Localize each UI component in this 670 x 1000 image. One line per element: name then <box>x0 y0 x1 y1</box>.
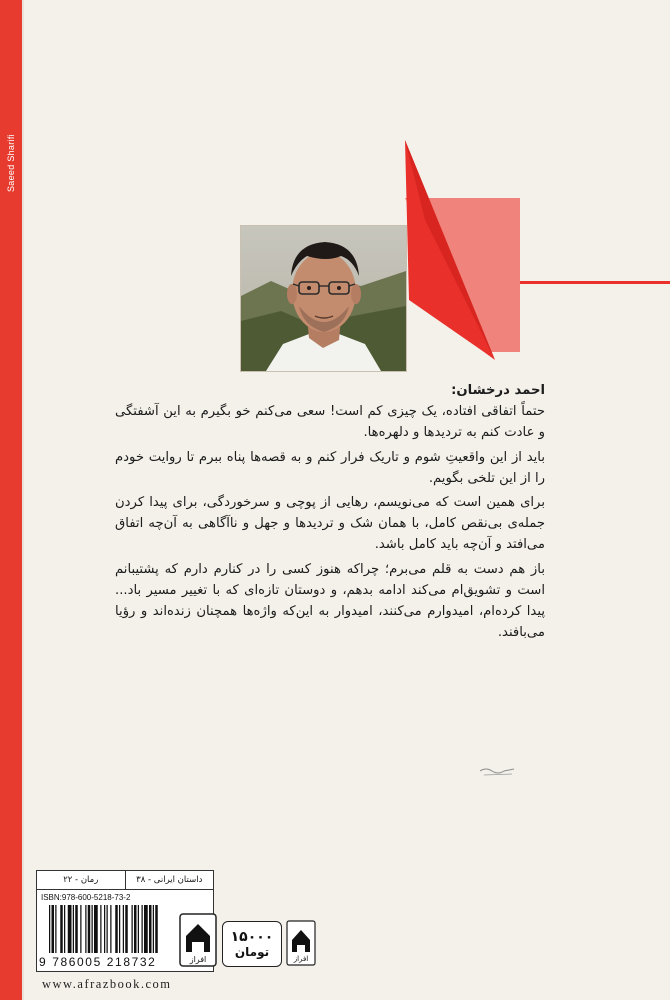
publisher-website: www.afrazbook.com <box>42 977 172 991</box>
barcode-bar <box>68 905 72 953</box>
barcode-bar <box>88 905 91 953</box>
statement-paragraph: حتماً اتفاقی افتاده، یک چیزی کم است! سعی می‌کنم خو بگیرم به این آشفتگی و عادت کنم به تردیدها و دلهره‌ها. <box>115 404 545 441</box>
statement-paragraph: باز هم دست به قلم می‌برم؛ چراکه هنوز کسی را در کنارم دارم که پشتیبانم است و تشویق‌ام می‌کند ادامه بدهم، و دوستان تازه‌ای که با تغییر مسیر باد... پیدا کرده‌ام، امیدوارم می‌کنند، امیدوار به این‌که واژه‌ها همچنان زنده‌اند و رؤیا می‌بافند. <box>115 561 545 641</box>
barcode-bar <box>155 905 158 953</box>
series-label-story: داستان ایرانی - ۳۸ <box>136 875 203 885</box>
barcode-bar <box>49 905 50 953</box>
handwritten-mark <box>478 764 518 778</box>
barcode-bar <box>75 905 78 953</box>
barcode-bar <box>125 905 128 953</box>
barcode-bar <box>104 905 105 953</box>
barcode-bar <box>132 905 133 953</box>
barcode-bar <box>60 905 63 953</box>
barcode-number: 9 786005 218732 <box>39 955 157 969</box>
barcode-bar <box>107 905 108 953</box>
barcode-bar <box>134 905 137 953</box>
barcode-bar <box>55 905 56 953</box>
barcode-bar <box>80 905 81 953</box>
statement-paragraph: برای همین است که می‌نویسم، رهایی از پوچی و سرخوردگی، برای پیدا کردن جمله‌ی بی‌نقص کامل، با همان شک و تردیدها و جهل و ناآگاهی به آن‌چه اتفاق می‌افتد و آن‌چه باید کامل باشد. <box>115 495 545 553</box>
publisher-logo-icon <box>178 912 218 968</box>
statement-paragraph: باید از این واقعیتِ شوم و تاریک فرار کنم و به قصه‌ها پناه ببرم تا روایت خودم را از این تلخی بگویم. <box>115 449 545 486</box>
publisher-logo-text: افراز <box>189 955 207 964</box>
series-label-novel: رمان - ۲۲ <box>37 871 126 889</box>
price-amount: ۱۵۰۰۰ <box>230 928 274 945</box>
photographer-credit: Saeed Sharifi <box>6 134 16 192</box>
publisher-logo-small-text: افراز <box>293 955 309 963</box>
red-accent-line <box>520 281 670 284</box>
price-sticker <box>222 921 282 967</box>
author-photo <box>240 225 407 372</box>
barcode-bar <box>64 905 65 953</box>
isbn-text: ISBN:978-600-5218-73-2 <box>41 893 131 902</box>
barcode-bar <box>123 905 124 953</box>
barcode-bar <box>73 905 74 953</box>
barcode-bar <box>144 905 148 953</box>
barcode-bar <box>100 905 101 953</box>
barcode-bar <box>115 905 118 953</box>
series-row <box>37 871 213 890</box>
barcode-bar <box>149 905 152 953</box>
barcode-bar <box>92 905 93 953</box>
barcode-bar <box>153 905 154 953</box>
barcode-bar <box>110 905 111 953</box>
barcode-bar <box>138 905 139 953</box>
barcode-bar <box>142 905 143 953</box>
barcode-bar <box>52 905 55 953</box>
publisher-logo-small-icon <box>286 920 316 966</box>
price-currency: تومان <box>234 944 270 959</box>
barcode-bar <box>85 905 86 953</box>
author-name: احمد درخشان: <box>451 383 545 398</box>
barcode-bar <box>119 905 120 953</box>
author-statement <box>115 380 545 646</box>
barcode-bar <box>94 905 98 953</box>
